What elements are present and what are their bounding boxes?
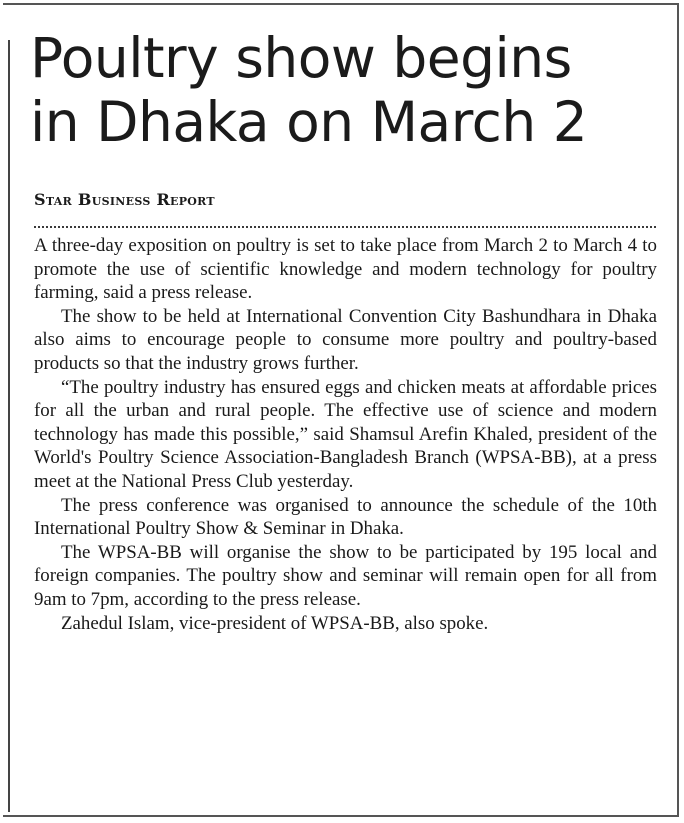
paragraph-6: Zahedul Islam, vice-president of WPSA-BB, also spoke. [61,612,489,634]
column-rule [8,40,10,812]
paragraph-3: “The poultry industry has ensured eggs and chicken meats at affordable prices for all the urban and rural people. The effective use of science and modern technology has made this possible,” said Shamsul Arefin Khaled, president of the World's Poultry Science Association-Bangladesh Branch (WPSA-BB), at a press meet at the National Press Club yesterday. [34,376,657,492]
dotted-divider [34,226,656,228]
headline [30,26,670,154]
headline-line-2: in Dhaka on March 2 [30,90,588,154]
paragraph-1: A three-day exposition on poultry is set to take place from March 2 to March 4 to promote the use of scientific knowledge and modern technology for poultry farming, said a press release. [34,235,657,304]
paragraph-4: The press conference was organised to announce the schedule of the 10th International Poultry Show & Seminar in Dhaka. [34,494,657,540]
article-body [34,234,657,635]
byline: Star Business Report [34,190,215,209]
paragraph-2: The show to be held at International Convention City Bashundhara in Dhaka also aims to encourage people to consume more poultry and poultry-based products so that the industry grows further. [34,305,657,374]
headline-line-1: Poultry show begins [30,26,572,90]
paragraph-5: The WPSA-BB will organise the show to be participated by 195 local and foreign companies. The poultry show and seminar will remain open for all from 9am to 7pm, according to the press release. [34,541,657,610]
